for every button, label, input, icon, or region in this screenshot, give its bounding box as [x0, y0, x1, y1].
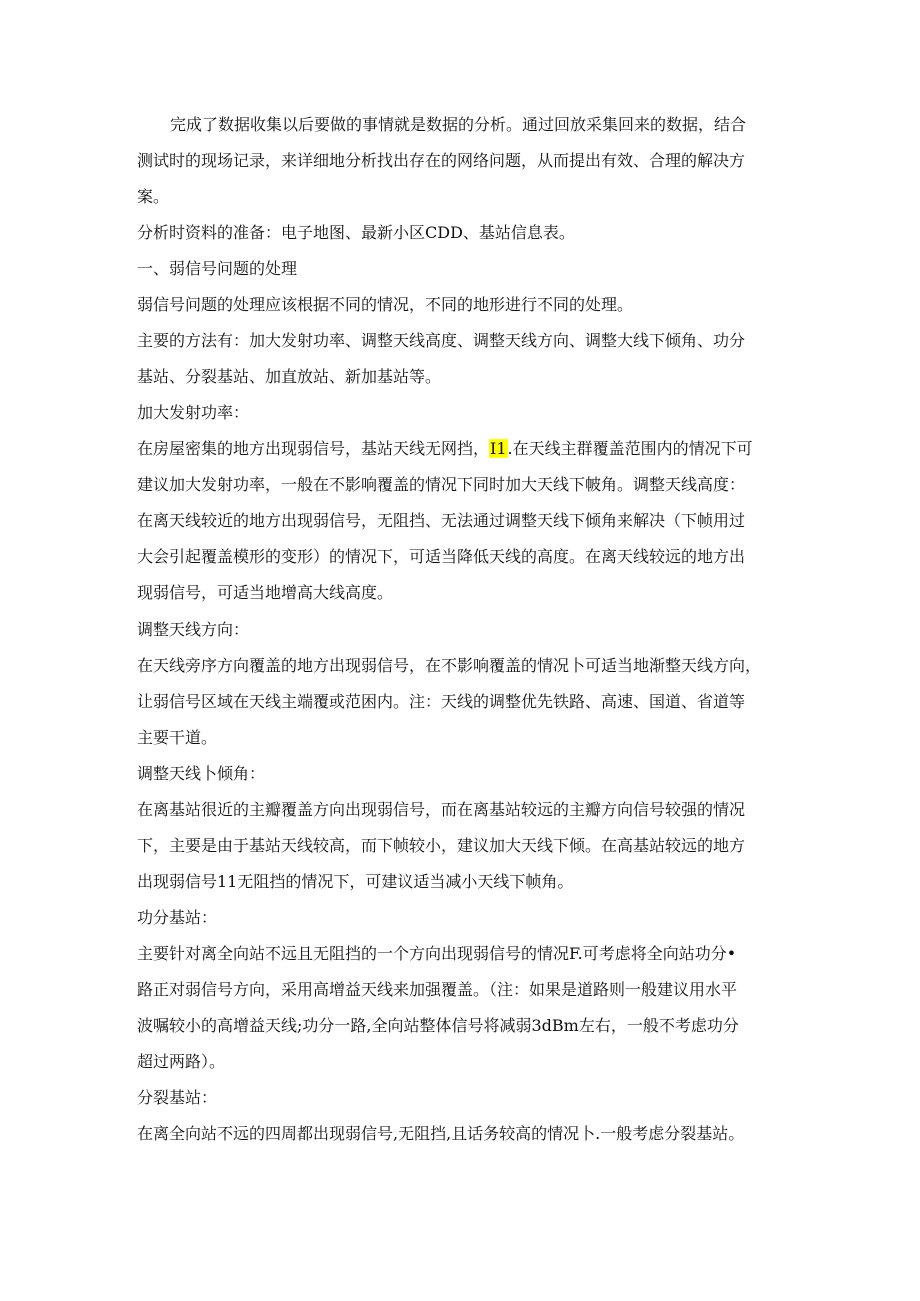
power-split-line-3: 波嘱较小的高增益天线;功分一路,全向站整体信号将减弱3dBm左右，一般不考虑功分 [137, 1016, 739, 1035]
power-line-1 [137, 439, 753, 459]
subheading-power-split: 功分基站： [137, 908, 218, 927]
direction-line-1: 在天线旁序方向覆盖的地方出现弱信号，在不影响覆盖的情况卜可适当地渐整天线方向， [137, 656, 762, 675]
power-line-1-end: .在天线主群覆盖范围内的情况下可 [507, 439, 753, 458]
height-line-2: 大会引起覆盖模形的变形）的情况下，可适当降低天线的高度。在离天线较远的地方出 [137, 547, 746, 566]
power-split-line-4: 超过两路）。 [137, 1052, 226, 1071]
section-heading: 一、弱信号问题的处理 [137, 259, 298, 278]
height-line-3: 现弱信号，可适当地增高大线高度。 [137, 583, 394, 602]
power-line-2: 建议加大发射功率，一般在不影响覆盖的情况下同时加大天线下帔角。调整天线高度： [137, 475, 746, 494]
downtilt-line-1: 在离基站很近的主瓣覆盖方向出现弱信号，而在离基站较远的主瓣方向信号较强的情况 [137, 800, 746, 819]
direction-line-2: 让弱信号区域在天线主端覆或范困内。注：天线的调整优先铁路、高速、国道、省道等 [137, 692, 746, 711]
subheading-sector-split: 分裂基站： [137, 1088, 218, 1107]
paragraph-intro-line-1: 完成了数据收集以后要做的事情就是数据的分析。通过回放采集回来的数据，结合 [170, 115, 747, 134]
subheading-direction: 调整天线方向： [137, 620, 250, 639]
downtilt-line-3: 出现弱信号11无阻挡的情况下，可建议适当减小天线下帧角。 [137, 872, 574, 891]
sector-split-line-1: 在离全向站不远的四周都出现弱信号,无阻挡,且话务较高的情况卜.一般考虑分裂基站。 [137, 1124, 745, 1143]
subheading-power: 加大发射功率： [137, 403, 250, 422]
methods-line-1: 主要的方法有：加大发射功率、调整天线高度、调整天线方向、调整大线下倾角、功分 [137, 331, 746, 350]
subheading-downtilt: 调整天线卜倾角： [137, 764, 266, 783]
height-line-1: 在离天线较近的地方出现弱信号，无阻挡、无法通过调整天线下倾角来解决（下帧用过 [137, 511, 746, 530]
power-line-1-start: 在房屋密集的地方出现弱信号，基站天线无网挡， [137, 439, 490, 458]
paragraph-intro-line-2: 测试时的现场记录，来详细地分析找出存在的网络问题，从而提出有效、合理的解决方 [137, 151, 746, 170]
direction-line-3: 主要干道。 [137, 728, 218, 747]
power-split-line-2: 路正对弱信号方向，采用高增益天线来加强覆盖。（注：如果是道路则一般建议用水平 [137, 980, 738, 999]
highlighted-text: I1 [490, 439, 507, 458]
paragraph-intro-line-3: 案。 [137, 187, 170, 206]
preparation-line: 分析时资料的准备：电子地图、最新小区CDD、基站信息表。 [137, 223, 575, 242]
section-intro-line: 弱信号问题的处理应该根据不同的情况，不同的地形进行不同的处理。 [137, 295, 634, 314]
power-split-line-1: 主要针对离全向站不远且无阻挡的一个方向出现弱信号的情况F.可考虑将全向站功分• [137, 944, 737, 963]
downtilt-line-2: 下，主要是由于基站天线较高，而下帧较小，建议加大天线下倾。在高基站较远的地方 [137, 836, 746, 855]
methods-line-2: 基站、分裂基站、加直放站、新加基站等。 [137, 367, 442, 386]
